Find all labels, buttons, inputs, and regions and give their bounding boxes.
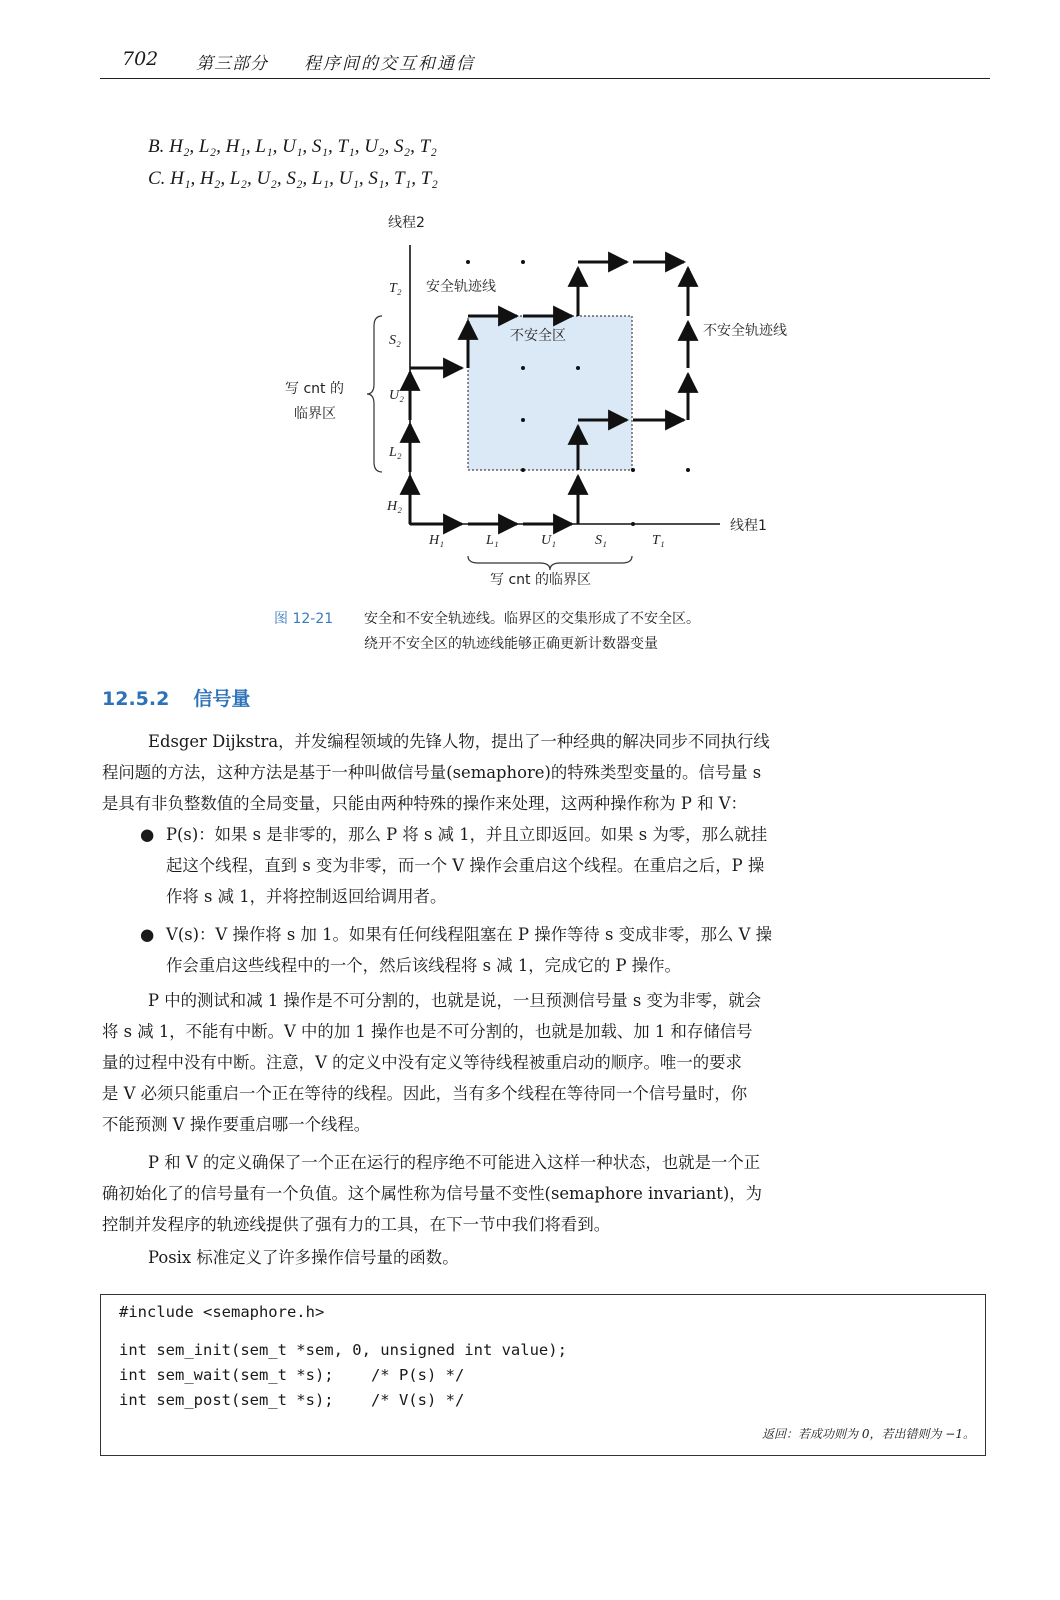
y-tick-u2: U₂	[389, 388, 404, 403]
paragraph-line: 量的过程中没有中断。注意，V 的定义中没有定义等待线程被重启动的顺序。唯一的要求	[102, 1053, 742, 1072]
bullet-dot: ●	[140, 925, 155, 944]
paragraph-4	[102, 1242, 988, 1273]
paragraph-line: 是具有非负整数值的全局变量，只能由两种特殊的操作来处理，这两种操作称为 P 和 V：	[102, 794, 747, 813]
paragraph-line: 确初始化了的信号量有一个负值。这个属性称为信号量不变性(semaphore invariant)，为	[102, 1184, 763, 1203]
bullet-v-text	[166, 919, 988, 981]
paragraph-line: 控制并发程序的轨迹线提供了强有力的工具，在下一节中我们将看到。	[102, 1215, 611, 1234]
figure-caption-line2: 绕开不安全区的轨迹线能够正确更新计数器变量	[364, 636, 658, 652]
y-tick-s2: S₂	[389, 333, 401, 348]
paragraph-line: 作会重启这些线程中的一个，然后该线程将 s 减 1，完成它的 P 操作。	[166, 956, 681, 975]
progress-graph	[0, 0, 1060, 600]
paragraph-line: Edsger Dijkstra，并发编程领域的先锋人物，提出了一种经典的解决同步不同执行线	[148, 732, 770, 751]
paragraph-2	[102, 985, 988, 1140]
paragraph-line: 是 V 必须只能重启一个正在等待的线程。因此，当有多个线程在等待同一个信号量时，你	[102, 1084, 748, 1103]
code-line: int sem_init(sem_t *sem, 0, unsigned int value);	[119, 1341, 567, 1359]
paragraph-1	[102, 726, 988, 819]
option-b: B. H₂, L₂, H₁, L₁, U₁, S₁, T₁, U₂, S₂, T₂	[148, 136, 437, 157]
x-tick-t1: T₁	[652, 533, 665, 548]
page-number: 702	[122, 48, 159, 70]
x-tick-s1: S₁	[595, 533, 607, 548]
code-box	[100, 1294, 986, 1456]
part-label: 第三部分	[196, 54, 268, 74]
paragraph-line: 将 s 减 1，不能有中断。V 中的加 1 操作也是不可分割的，也就是加载、加 1 和存储信号	[102, 1022, 753, 1041]
safe-trajectory-label: 安全轨迹线	[426, 279, 496, 295]
code-line: int sem_post(sem_t *s); /* V(s) */	[119, 1391, 465, 1409]
paragraph-line: P(s)：如果 s 是非零的，那么 P 将 s 减 1，并且立即返回。如果 s 为零，那么就挂	[166, 825, 768, 844]
x-critical-label: 写 cnt 的临界区	[490, 572, 591, 588]
code-line: int sem_wait(sem_t *s); /* P(s) */	[119, 1366, 465, 1384]
part-title: 程序间的交互和通信	[304, 54, 475, 74]
paragraph-line: 不能预测 V 操作要重启哪一个线程。	[102, 1115, 371, 1134]
section-number: 12.5.2	[102, 688, 170, 710]
figure-caption-line1: 安全和不安全轨迹线。临界区的交集形成了不安全区。	[364, 611, 700, 627]
paragraph-line: 作将 s 减 1，并将控制返回给调用者。	[166, 887, 447, 906]
paragraph-line: V(s)：V 操作将 s 加 1。如果有任何线程阻塞在 P 操作等待 s 变成非零，那么 V 操	[166, 925, 773, 944]
bullet-dot: ●	[140, 825, 155, 844]
paragraph-line: Posix 标准定义了许多操作信号量的函数。	[148, 1248, 459, 1267]
option-c: C. H₁, H₂, L₂, U₂, S₂, L₁, U₁, S₁, T₁, T₂	[148, 168, 438, 189]
paragraph-line: P 和 V 的定义确保了一个正在运行的程序绝不可能进入这样一种状态，也就是一个正	[148, 1153, 761, 1172]
bullet-p	[140, 819, 988, 912]
return-note: 返回：若成功则为 0，若出错则为 −1。	[762, 1427, 975, 1441]
figure-number: 图 12-21	[274, 611, 334, 627]
y-critical-label-1: 写 cnt 的	[285, 381, 344, 397]
x-axis-label: 线程1	[730, 518, 767, 534]
y-critical-label-2: 临界区	[294, 406, 336, 422]
bullet-v	[140, 919, 988, 981]
y-tick-h2: H₂	[387, 499, 402, 514]
section-title: 信号量	[193, 688, 251, 710]
x-tick-u1: U₁	[541, 533, 556, 548]
paragraph-line: 起这个线程，直到 s 变为非零，而一个 V 操作会重启这个线程。在重启之后，P 操	[166, 856, 765, 875]
unsafe-region-label: 不安全区	[510, 328, 566, 344]
paragraph-3	[102, 1147, 988, 1240]
y-tick-l2: L₂	[389, 445, 402, 460]
x-tick-h1: H₁	[429, 533, 444, 548]
code-line: #include <semaphore.h>	[119, 1303, 325, 1321]
y-critical-brace	[367, 316, 382, 472]
section-heading	[102, 684, 250, 711]
unsafe-trajectory-label: 不安全轨迹线	[703, 323, 787, 339]
y-axis-label: 线程2	[388, 215, 425, 231]
y-tick-t2: T₂	[389, 281, 402, 296]
paragraph-line: P 中的测试和减 1 操作是不可分割的，也就是说，一旦预测信号量 s 变为非零，就会	[148, 991, 762, 1010]
paragraph-line: 程问题的方法，这种方法是基于一种叫做信号量(semaphore)的特殊类型变量的。信号量 s	[102, 763, 762, 782]
x-tick-l1: L₁	[486, 533, 499, 548]
x-critical-brace	[468, 556, 632, 570]
bullet-p-text	[166, 819, 988, 912]
